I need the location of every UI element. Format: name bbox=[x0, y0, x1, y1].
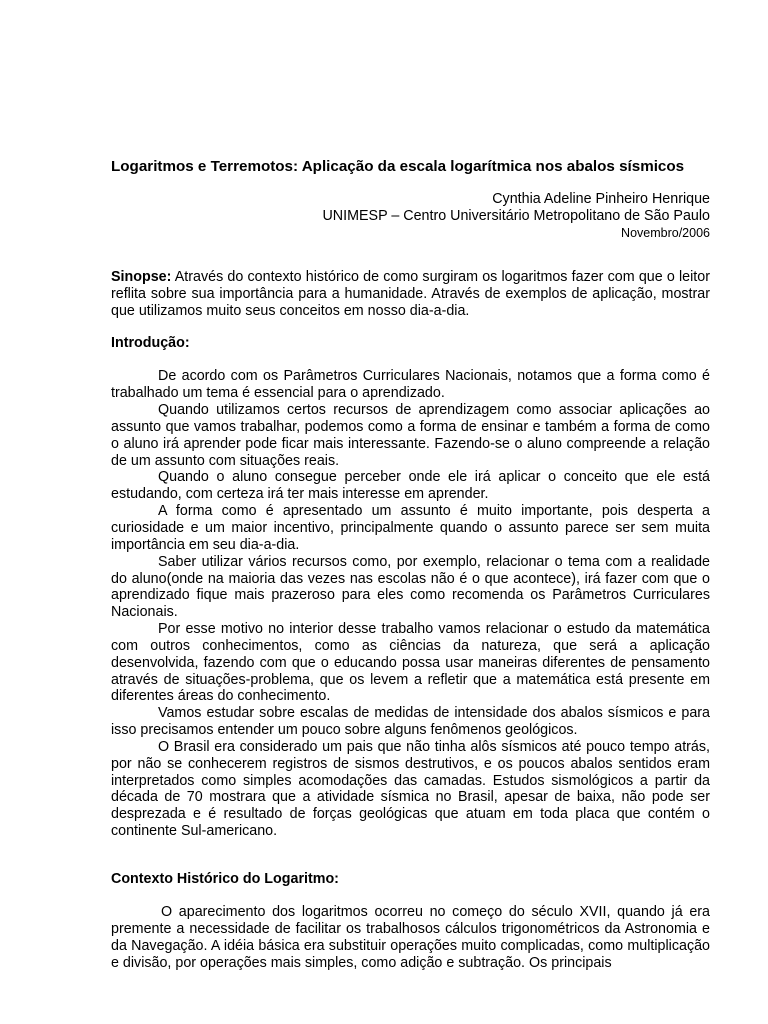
paragraph: De acordo com os Parâmetros Curriculares Nacionais, notamos que a forma como é trabalhado um tema é essencial para o aprendizado. bbox=[111, 368, 710, 402]
paragraph: Vamos estudar sobre escalas de medidas de intensidade dos abalos sísmicos e para isso precisamos entender um pouco sobre alguns fenômenos geológicos. bbox=[111, 705, 710, 739]
byline bbox=[111, 191, 710, 242]
publication-date: Novembro/2006 bbox=[621, 226, 710, 240]
institution: UNIMESP – Centro Universitário Metropolitano de São Paulo bbox=[322, 208, 710, 224]
section-heading-historical-context: Contexto Histórico do Logaritmo: bbox=[111, 871, 339, 888]
paper-title: Logaritmos e Terremotos: Aplicação da escala logarítmica nos abalos sísmicos bbox=[111, 158, 685, 175]
synopsis bbox=[111, 269, 710, 319]
paragraph: Saber utilizar vários recursos como, por exemplo, relacionar o tema com a realidade do aluno(onde na maioria das vezes nas escolas não é o que acontece), irá fazer com que o aprendizado fique mais prazeroso para eles como recomenda os Parâmetros Curriculares Nacionais. bbox=[111, 553, 710, 621]
paragraph: Por esse motivo no interior desse trabalho vamos relacionar o estudo da matemática com outros conhecimentos, como as ciências da natureza, que será a aplicação desenvolvida, fazendo com que o educando possa usar maneiras diferentes de pensamento através de situações-problema, que os levem a refletir que a matemática está presente em diferentes áreas do conhecimento. bbox=[111, 621, 710, 705]
paragraph: Quando utilizamos certos recursos de aprendizagem como associar aplicações ao assunto que vamos trabalhar, podemos como a forma de ensinar e também a forma de como o aluno irá aprender pode ficar mais interessante. Fazendo-se o aluno compreende a relação de um assunto com situações reais. bbox=[111, 402, 710, 469]
author-name: Cynthia Adeline Pinheiro Henrique bbox=[492, 191, 710, 207]
paragraph: A forma como é apresentado um assunto é muito importante, pois desperta a curiosidade e um maior incentivo, principalmente quando o assunto parece ser sem muita importância em seu dia-a-dia. bbox=[111, 503, 710, 553]
introduction-body bbox=[111, 368, 710, 840]
section-heading-introduction: Introdução: bbox=[111, 335, 190, 352]
paragraph: O aparecimento dos logaritmos ocorreu no começo do século XVII, quando já era premente a necessidade de facilitar os trabalhosos cálculos trigonométricos da Astronomia e da Navegação. A idéia básica era substituir operações muito complicadas, como multiplicação e divisão, por operações mais simples, como adição e subtração. Os principais bbox=[111, 904, 710, 971]
synopsis-text: Através do contexto histórico de como surgiram os logaritmos fazer com que o leitor reflita sobre sua importância para a humanidade. Através de exemplos de aplicação, mostrar que utilizamos muito seus conceitos em nosso dia-a-dia. bbox=[111, 269, 710, 319]
synopsis-label: Sinopse: bbox=[111, 269, 172, 285]
paragraph: Quando o aluno consegue perceber onde ele irá aplicar o conceito que ele está estudando, com certeza irá ter mais interesse em aprender. bbox=[111, 469, 710, 503]
paragraph: O Brasil era considerado um pais que não tinha alôs sísmicos até pouco tempo atrás, por não se conhecerem registros de sismos destrutivos, e os poucos abalos sentidos eram interpretados como simples acomodações das camadas. Estudos sismológicos a partir da década de 70 mostrara que a atividade sísmica no Brasil, apesar de baixa, não pode ser desprezada e é resultado de forças geológicas que atuam em toda placa que contém o continente Sul-americano. bbox=[111, 738, 710, 840]
paper-content bbox=[111, 157, 710, 971]
historical-context-body bbox=[111, 904, 710, 971]
